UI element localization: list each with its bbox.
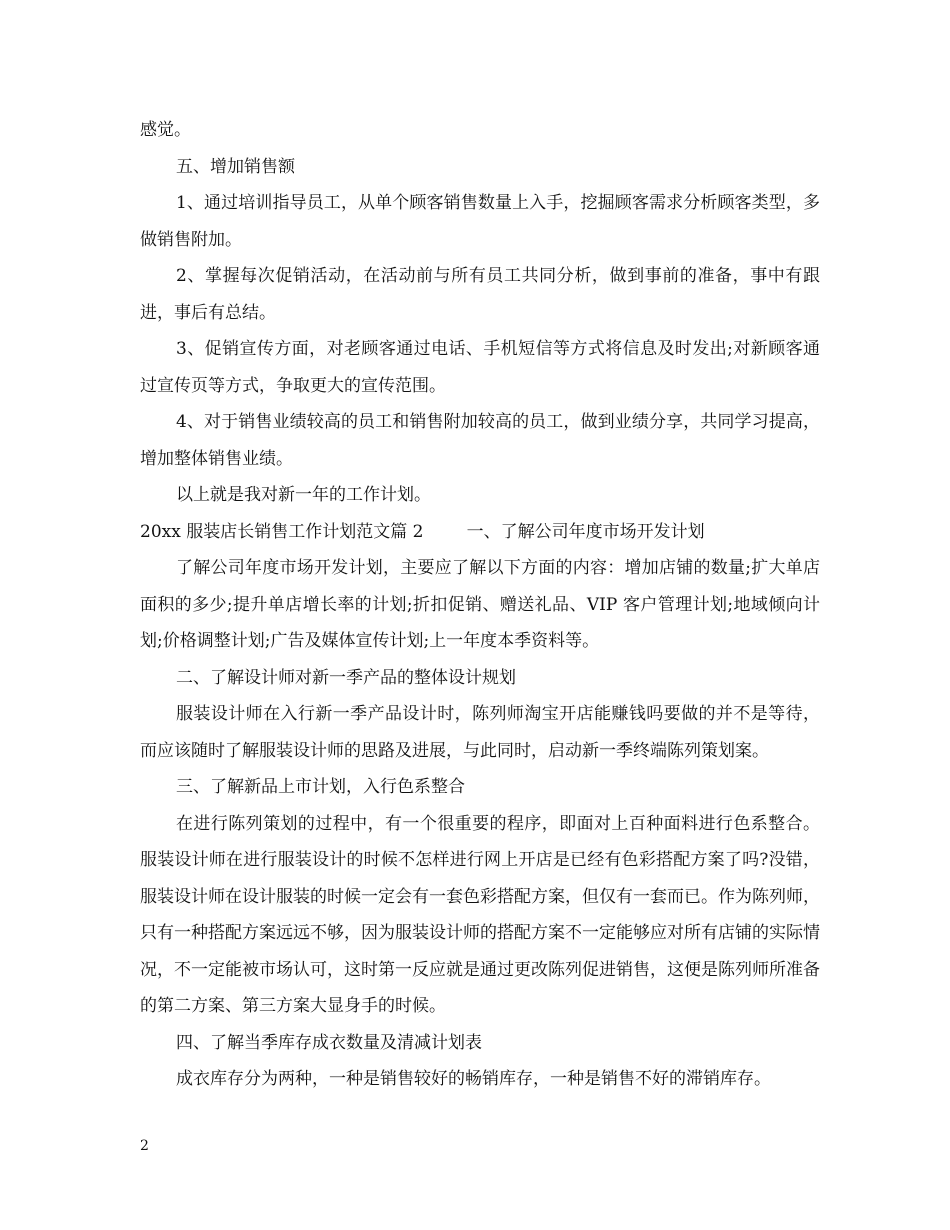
section-heading-inventory: 四、了解当季库存成衣数量及清减计划表 xyxy=(176,1032,482,1053)
article-title: 20xx 服装店长销售工作计划范文篇 2 一、了解公司年度市场开发计划 xyxy=(140,521,705,542)
paragraph-continuation: 感觉。 xyxy=(140,120,191,140)
document-body xyxy=(140,112,820,1098)
section-heading-increase-sales: 五、增加销售额 xyxy=(176,156,295,177)
color-integration-paragraph: 在进行陈列策划的过程中，有一个很重要的程序，即面对上百种面料进行色系整合。服装设计师在进行服装设计的时候不怎样进行网上开店是已经有色彩搭配方案了吗?没错，服装设计师在设计服装的时候一定会有一套色彩搭配方案，但仅有一套而已。作为陈列师，只有一种搭配方案远远不够，因为服装设计师的搭配方案不一定能够应对所有店铺的实际情况，不一定能被市场认可，这时第一反应就是通过更改陈列促进销售，这便是陈列师所准备的第二方案、第三方案大显身手的时候。 xyxy=(140,813,820,1016)
section-heading-new-products: 三、了解新品上市计划，入行色系整合 xyxy=(176,777,465,797)
list-item-2: 2、掌握每次促销活动，在活动前与所有员工共同分析，做到事前的准备，事中有跟进，事后有总结。 xyxy=(140,266,820,323)
closing-paragraph: 以上就是我对新一年的工作计划。 xyxy=(176,485,431,505)
inventory-paragraph: 成衣库存分为两种，一种是销售较好的畅销库存，一种是销售不好的滞销库存。 xyxy=(176,1069,771,1089)
page-number: 2 xyxy=(140,1138,149,1154)
section-heading-designer-plan: 二、了解设计师对新一季产品的整体设计规划 xyxy=(176,667,516,688)
list-item-1: 1、通过培训指导员工，从单个顾客销售数量上入手，挖掘顾客需求分析顾客类型，多做销售附加。 xyxy=(140,193,820,250)
list-item-4: 4、对于销售业绩较高的员工和销售附加较高的员工，做到业绩分享，共同学习提高，增加整体销售业绩。 xyxy=(140,412,820,469)
market-plan-paragraph: 了解公司年度市场开发计划，主要应了解以下方面的内容：增加店铺的数量;扩大单店面积的多少;提升单店增长率的计划;折扣促销、赠送礼品、VIP 客户管理计划;地域倾向计划;价格调整计划;广告及媒体宣传计划;上一年度本季资料等。 xyxy=(140,558,820,651)
designer-plan-paragraph: 服装设计师在入行新一季产品设计时，陈列师淘宝开店能赚钱吗要做的并不是等待，而应该随时了解服装设计师的思路及进展，与此同时，启动新一季终端陈列策划案。 xyxy=(140,704,820,761)
list-item-3: 3、促销宣传方面，对老顾客通过电话、手机短信等方式将信息及时发出;对新顾客通过宣传页等方式，争取更大的宣传范围。 xyxy=(140,339,820,396)
